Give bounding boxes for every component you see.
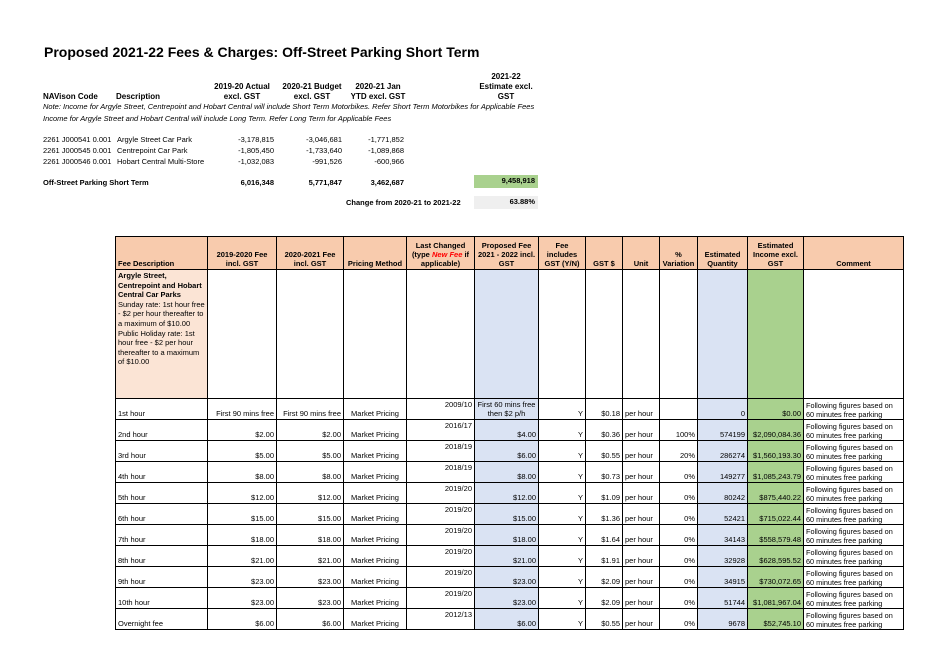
fee-description-cell: 9th hour	[116, 567, 208, 588]
includes-gst-cell: Y	[539, 399, 586, 420]
intro-empty	[277, 270, 344, 399]
summary-total-ytd: 3,462,687	[370, 178, 404, 187]
comment-cell: Following figures based on 60 minutes free parking	[804, 504, 904, 525]
fee-2019-20-cell: $23.00	[208, 567, 277, 588]
fee-description-cell: 8th hour	[116, 546, 208, 567]
estimated-income-cell: $1,081,967.04	[748, 588, 804, 609]
estimated-income-cell: $52,745.10	[748, 609, 804, 630]
summary-description: Hobart Central Multi-Store	[117, 157, 205, 166]
fee-2020-21-cell: $23.00	[277, 588, 344, 609]
header-line: 2020-21 Jan	[355, 82, 401, 91]
comment-cell: Following figures based on 60 minutes free parking	[804, 588, 904, 609]
fee-description-cell: 5th hour	[116, 483, 208, 504]
unit-cell: per hour	[623, 546, 660, 567]
header-last-changed-new-fee: New Fee	[431, 250, 463, 259]
summary-budget: -1,733,640	[306, 146, 342, 155]
header-line: excl. GST	[293, 92, 331, 101]
gst-cell: $2.09	[586, 588, 623, 609]
last-changed-cell: 2018/19	[407, 462, 475, 483]
fee-2019-20-cell: $6.00	[208, 609, 277, 630]
header-includes-gst: Fee includes GST (Y/N)	[539, 237, 586, 270]
estimated-income-cell: $1,085,243.79	[748, 462, 804, 483]
unit-cell: per hour	[623, 399, 660, 420]
last-changed-cell: 2019/20	[407, 567, 475, 588]
fee-2020-21-cell: $8.00	[277, 462, 344, 483]
includes-gst-cell: Y	[539, 420, 586, 441]
estimated-income-cell: $1,560,193.30	[748, 441, 804, 462]
fee-description-cell: 10th hour	[116, 588, 208, 609]
col-header-ytd-2020-21	[342, 82, 414, 102]
estimated-income-cell: $2,090,084.36	[748, 420, 804, 441]
fee-row	[116, 420, 904, 441]
fee-2020-21-cell: $21.00	[277, 546, 344, 567]
fee-row	[116, 399, 904, 420]
last-changed-cell: 2019/20	[407, 504, 475, 525]
pricing-method-cell: Market Pricing	[344, 525, 407, 546]
proposed-fee-cell: $4.00	[475, 420, 539, 441]
intro-empty	[344, 270, 407, 399]
intro-empty	[660, 270, 698, 399]
last-changed-cell: 2019/20	[407, 546, 475, 567]
variation-cell: 20%	[660, 441, 698, 462]
includes-gst-cell: Y	[539, 441, 586, 462]
gst-cell: $0.55	[586, 441, 623, 462]
fee-2019-20-cell: $8.00	[208, 462, 277, 483]
unit-cell: per hour	[623, 504, 660, 525]
note-motorbikes: Note: Income for Argyle Street, Centrepoint and Hobart Central will include Short Term Motorbikes. Refer Short Term Motorbikes for Applicable Fees	[43, 102, 535, 111]
comment-cell: Following figures based on 60 minutes free parking	[804, 609, 904, 630]
fee-description-cell: 1st hour	[116, 399, 208, 420]
fee-description-cell: 7th hour	[116, 525, 208, 546]
fee-description-cell: 3rd hour	[116, 441, 208, 462]
fee-row	[116, 609, 904, 630]
header-line: Estimate excl.	[479, 82, 533, 91]
header-fee-2020-21: 2020-2021 Fee incl. GST	[277, 237, 344, 270]
estimated-income-cell: $0.00	[748, 399, 804, 420]
unit-cell: per hour	[623, 525, 660, 546]
estimated-quantity-cell: 0	[698, 399, 748, 420]
summary-code: 2261 J000546 0.001	[43, 157, 112, 166]
gst-cell: $0.55	[586, 609, 623, 630]
change-label: Change from 2020-21 to 2021-22	[346, 198, 461, 207]
estimated-income-cell: $715,022.44	[748, 504, 804, 525]
fee-2020-21-cell: $6.00	[277, 609, 344, 630]
change-value: 63.88%	[474, 196, 538, 209]
intro-empty	[208, 270, 277, 399]
last-changed-cell: 2012/13	[407, 609, 475, 630]
estimated-quantity-cell: 32928	[698, 546, 748, 567]
variation-cell: 0%	[660, 504, 698, 525]
proposed-fee-cell: $23.00	[475, 567, 539, 588]
pricing-method-cell: Market Pricing	[344, 399, 407, 420]
summary-budget: -991,526	[312, 157, 342, 166]
last-changed-cell: 2009/10	[407, 399, 475, 420]
comment-cell: Following figures based on 60 minutes free parking	[804, 441, 904, 462]
comment-cell: Following figures based on 60 minutes free parking	[804, 483, 904, 504]
includes-gst-cell: Y	[539, 483, 586, 504]
summary-actual: -1,032,083	[238, 157, 274, 166]
gst-cell: $1.36	[586, 504, 623, 525]
last-changed-cell: 2019/20	[407, 525, 475, 546]
pricing-method-cell: Market Pricing	[344, 546, 407, 567]
col-header-navision-code: NAVison Code	[43, 92, 98, 101]
unit-cell: per hour	[623, 441, 660, 462]
fee-2019-20-cell: $15.00	[208, 504, 277, 525]
proposed-fee-cell: $23.00	[475, 588, 539, 609]
unit-cell: per hour	[623, 462, 660, 483]
col-header-estimate-2021-22	[470, 72, 542, 102]
estimated-income-cell: $558,579.48	[748, 525, 804, 546]
variation-cell: 0%	[660, 567, 698, 588]
includes-gst-cell: Y	[539, 567, 586, 588]
fee-2019-20-cell: $2.00	[208, 420, 277, 441]
header-fee-2019-20: 2019-2020 Fee incl. GST	[208, 237, 277, 270]
unit-cell: per hour	[623, 420, 660, 441]
fees-header-row	[116, 237, 904, 270]
includes-gst-cell: Y	[539, 525, 586, 546]
pricing-method-cell: Market Pricing	[344, 588, 407, 609]
gst-cell: $1.91	[586, 546, 623, 567]
fee-description-cell: 4th hour	[116, 462, 208, 483]
summary-code: 2261 J000541 0.001	[43, 135, 112, 144]
estimated-income-cell: $628,595.52	[748, 546, 804, 567]
unit-cell: per hour	[623, 567, 660, 588]
estimated-income-cell: $875,440.22	[748, 483, 804, 504]
fee-2019-20-cell: $12.00	[208, 483, 277, 504]
intro-description	[116, 270, 208, 399]
comment-cell: Following figures based on 60 minutes free parking	[804, 567, 904, 588]
intro-empty	[407, 270, 475, 399]
proposed-fee-cell: First 60 mins free then $2 p/h	[475, 399, 539, 420]
estimated-quantity-cell: 34143	[698, 525, 748, 546]
pricing-method-cell: Market Pricing	[344, 609, 407, 630]
fee-2019-20-cell: First 90 mins free	[208, 399, 277, 420]
fee-row	[116, 546, 904, 567]
header-fee-description: Fee Description	[116, 237, 208, 270]
comment-cell: Following figures based on 60 minutes free parking	[804, 525, 904, 546]
estimated-income-cell: $730,072.65	[748, 567, 804, 588]
variation-cell: 0%	[660, 525, 698, 546]
summary-actual: -3,178,815	[238, 135, 274, 144]
summary-code: 2261 J000545 0.001	[43, 146, 112, 155]
header-last-changed-pre: Last Changed (type	[411, 241, 466, 259]
comment-cell: Following figures based on 60 minutes free parking	[804, 399, 904, 420]
fee-row	[116, 525, 904, 546]
summary-total-budget: 5,771,847	[308, 178, 342, 187]
fees-intro-row	[116, 270, 904, 399]
includes-gst-cell: Y	[539, 588, 586, 609]
fee-2020-21-cell: $2.00	[277, 420, 344, 441]
fees-table	[115, 236, 904, 630]
comment-cell: Following figures based on 60 minutes free parking	[804, 546, 904, 567]
fee-row	[116, 483, 904, 504]
intro-empty	[804, 270, 904, 399]
intro-sunday-rate: Sunday rate: 1st hour free - $2 per hour thereafter to a maximum of $10.00	[118, 299, 205, 328]
header-line: 2020-21 Budget	[282, 82, 342, 91]
intro-empty	[698, 270, 748, 399]
fee-2020-21-cell: $18.00	[277, 525, 344, 546]
gst-cell: $0.18	[586, 399, 623, 420]
summary-total-actual: 6,016,348	[240, 178, 274, 187]
comment-cell: Following figures based on 60 minutes free parking	[804, 420, 904, 441]
header-proposed-fee: Proposed Fee 2021 - 2022 incl. GST	[475, 237, 539, 270]
intro-empty	[539, 270, 586, 399]
fee-2019-20-cell: $18.00	[208, 525, 277, 546]
proposed-fee-cell: $12.00	[475, 483, 539, 504]
variation-cell: 0%	[660, 483, 698, 504]
pricing-method-cell: Market Pricing	[344, 462, 407, 483]
fee-row	[116, 588, 904, 609]
fee-2020-21-cell: First 90 mins free	[277, 399, 344, 420]
estimated-quantity-cell: 34915	[698, 567, 748, 588]
unit-cell: per hour	[623, 588, 660, 609]
intro-empty	[748, 270, 804, 399]
variation-cell: 0%	[660, 588, 698, 609]
intro-empty	[475, 270, 539, 399]
last-changed-cell: 2018/19	[407, 441, 475, 462]
summary-actual: -1,805,450	[238, 146, 274, 155]
header-estimated-quantity: Estimated Quantity	[698, 237, 748, 270]
summary-description: Centrepoint Car Park	[117, 146, 188, 155]
summary-ytd: -1,771,852	[368, 135, 404, 144]
estimated-quantity-cell: 9678	[698, 609, 748, 630]
header-pricing-method: Pricing Method	[344, 237, 407, 270]
header-line: GST	[497, 92, 515, 101]
col-header-budget-2020-21	[276, 82, 348, 102]
pricing-method-cell: Market Pricing	[344, 483, 407, 504]
includes-gst-cell: Y	[539, 609, 586, 630]
fee-2019-20-cell: $23.00	[208, 588, 277, 609]
summary-total-label: Off-Street Parking Short Term	[43, 178, 149, 187]
fee-2019-20-cell: $21.00	[208, 546, 277, 567]
summary-ytd: -1,089,868	[368, 146, 404, 155]
comment-cell: Following figures based on 60 minutes free parking	[804, 462, 904, 483]
fee-row	[116, 504, 904, 525]
variation-cell: 100%	[660, 420, 698, 441]
estimated-quantity-cell: 52421	[698, 504, 748, 525]
last-changed-cell: 2019/20	[407, 483, 475, 504]
header-last-changed	[407, 237, 475, 270]
fee-2020-21-cell: $5.00	[277, 441, 344, 462]
gst-cell: $0.36	[586, 420, 623, 441]
estimated-quantity-cell: 51744	[698, 588, 748, 609]
intro-holiday-rate: Public Holiday rate: 1st hour free - $2 per hour thereafter to a maximum of $10.00	[118, 328, 200, 367]
pricing-method-cell: Market Pricing	[344, 504, 407, 525]
unit-cell: per hour	[623, 483, 660, 504]
header-line: YTD excl. GST	[350, 92, 406, 101]
proposed-fee-cell: $8.00	[475, 462, 539, 483]
summary-ytd: -600,966	[374, 157, 404, 166]
fee-description-cell: 6th hour	[116, 504, 208, 525]
proposed-fee-cell: $18.00	[475, 525, 539, 546]
last-changed-cell: 2019/20	[407, 588, 475, 609]
col-header-actual-2019-20	[206, 82, 278, 102]
summary-total-estimate: 9,458,918	[474, 175, 538, 188]
estimated-quantity-cell: 149277	[698, 462, 748, 483]
intro-empty	[586, 270, 623, 399]
intro-empty	[623, 270, 660, 399]
header-gst: GST $	[586, 237, 623, 270]
header-variation: % Variation	[660, 237, 698, 270]
variation-cell: 0%	[660, 609, 698, 630]
col-header-description: Description	[116, 92, 161, 101]
estimated-quantity-cell: 80242	[698, 483, 748, 504]
fee-2020-21-cell: $12.00	[277, 483, 344, 504]
header-line: 2019-20 Actual	[214, 82, 270, 91]
gst-cell: $1.09	[586, 483, 623, 504]
last-changed-cell: 2016/17	[407, 420, 475, 441]
fee-2020-21-cell: $15.00	[277, 504, 344, 525]
variation-cell	[660, 399, 698, 420]
header-comment: Comment	[804, 237, 904, 270]
proposed-fee-cell: $15.00	[475, 504, 539, 525]
note-long-term: Income for Argyle Street and Hobart Central will include Long Term. Refer Long Term for Applicable Fees	[43, 114, 392, 123]
fee-2019-20-cell: $5.00	[208, 441, 277, 462]
proposed-fee-cell: $6.00	[475, 441, 539, 462]
proposed-fee-cell: $21.00	[475, 546, 539, 567]
gst-cell: $0.73	[586, 462, 623, 483]
page-title: Proposed 2021-22 Fees & Charges: Off-Street Parking Short Term	[44, 44, 480, 60]
fee-row	[116, 567, 904, 588]
header-line: excl. GST	[223, 92, 261, 101]
unit-cell: per hour	[623, 609, 660, 630]
gst-cell: $2.09	[586, 567, 623, 588]
estimated-quantity-cell: 574199	[698, 420, 748, 441]
includes-gst-cell: Y	[539, 546, 586, 567]
includes-gst-cell: Y	[539, 504, 586, 525]
summary-description: Argyle Street Car Park	[117, 135, 193, 144]
proposed-fee-cell: $6.00	[475, 609, 539, 630]
estimated-quantity-cell: 286274	[698, 441, 748, 462]
fee-description-cell: 2nd hour	[116, 420, 208, 441]
header-estimated-income: Estimated Income excl. GST	[748, 237, 804, 270]
header-last-changed-post: if applicable)	[420, 250, 470, 268]
header-unit: Unit	[623, 237, 660, 270]
fee-2020-21-cell: $23.00	[277, 567, 344, 588]
pricing-method-cell: Market Pricing	[344, 420, 407, 441]
summary-budget: -3,046,681	[306, 135, 342, 144]
gst-cell: $1.64	[586, 525, 623, 546]
header-line: 2021-22	[491, 72, 521, 81]
pricing-method-cell: Market Pricing	[344, 567, 407, 588]
pricing-method-cell: Market Pricing	[344, 441, 407, 462]
fee-description-cell: Overnight fee	[116, 609, 208, 630]
includes-gst-cell: Y	[539, 462, 586, 483]
fee-row	[116, 462, 904, 483]
variation-cell: 0%	[660, 546, 698, 567]
intro-title: Argyle Street, Centrepoint and Hobart Central Car Parks	[118, 271, 202, 300]
fee-row	[116, 441, 904, 462]
variation-cell: 0%	[660, 462, 698, 483]
